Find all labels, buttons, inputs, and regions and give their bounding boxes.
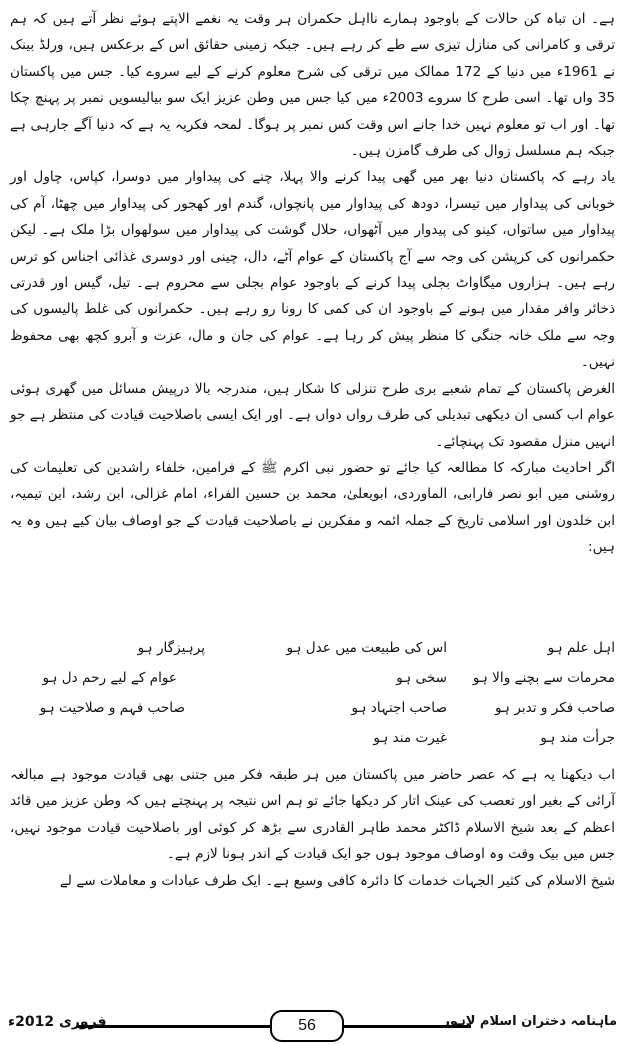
trait-item: سخی ہو [396, 670, 447, 686]
trait-item: محرمات سے بچنے والا ہو [472, 670, 615, 686]
magazine-name: ماہنامہ دختران اسلام لاہور [442, 1014, 617, 1029]
paragraph-2: یاد رہے کہ پاکستان دنیا بھر میں گھی پیدا کرنے والا پہلا، چنے کی پیداوار میں دوسرا، کپاس، چاول اور خوبانی کی پیداوار میں تیسرا، دودھ کی پیداوار میں پانچواں، گندم اور کھجور کی پیداوار میں چھٹا، آم کی پیداوار میں ساتواں، کینو کی پیدوار میں آٹھواں، حلال گوشت کی پیداوار میں سولھواں بڑا ملک ہے۔ لیکن حکمرانوں کی کرپشن کی وجہ سے آج پاکستان کے عوام آٹے، دال، چینی اور دوسری غذائی اجناس کو ترس رہے ہیں۔ ہزاروں میگاواٹ بجلی پیدا کرنے کے باوجود عوام بجلی سے محروم ہے۔ تیل، گیس اور قدرتی ذخائر وافر مقدار میں ہونے کے باوجود ان کی کمی کا رونا رو رہے ہیں۔ حکمرانوں کی غلط پالیسوں کی وجہ سے ملک خانہ جنگی کا منظر پیش کر رہا ہے۔ عوام کی جان و مال، عزت و آبرو کچھ بھی محفوظ نہیں۔ [10, 169, 615, 371]
traits-row-1 [10, 640, 615, 670]
issue-date: فروری 2012ء [8, 1014, 107, 1030]
paragraph-5: اب دیکھنا یہ ہے کہ عصر حاضر میں پاکستان میں ہر طبقہ فکر میں جتنی بھی قیادت موجود ہے مبالغہ آرائی کے بغیر اور تعصب کی عینک اتار کر دیکھا جائے تو ہم اس نتیجہ پر پہنچتے ہیں کہ وطن عزیز میں قائد اعظم کے بعد شیخ الاسلام ڈاکٹر محمد طاہر القادری سے بڑھ کر کوئی اور باصلاحیت قیادت موجود نہیں، جس میں بیک وقت وہ اوصاف موجود ہوں جو ایک قیادت کے اندر ہونا لازم ہے۔ [10, 767, 615, 863]
trait-item: اس کی طبیعت میں عدل ہو [286, 640, 447, 656]
article-text-upper [10, 6, 615, 561]
trait-item: صاحب فکر و تدبر ہو [495, 700, 615, 716]
paragraph-3: الغرض پاکستان کے تمام شعبے بری طرح تنزلی کا شکار ہیں، مندرجہ بالا درپیش مسائل میں گھری ہوئی عوام اب کسی ان دیکھی تبدیلی کی طرف رواں دواں ہے۔ اور ایک ایسی باصلاحیت قیادت کی منتظر ہے جو انہیں منزل مقصود تک پہنچائے۔ [10, 380, 615, 450]
article-text-lower [10, 762, 615, 894]
paragraph-1: ہے۔ ان تباہ کن حالات کے باوجود ہمارے نااہل حکمران ہر وقت یہ نغمے الاپتے ہوئے نظر آتے ہیں کہ ہم ترقی و کامرانی کی منازل تیزی سے طے کر رہے ہیں۔ جبکہ زمینی حقائق اس کے برعکس ہیں، ورلڈ بینک نے 1961ء میں دنیا کے 172 ممالک میں ترقی کی شرح معلوم کرنے کے لیے سروے کیا۔ جس میں پاکستان 35 واں تھا۔ اسی طرح کا سروے 2003ء میں کیا جس میں وطن عزیز ایک سو بیالیسویں نمبر پر پہنچ چکا تھا۔ اور اب تو معلوم نہیں خدا جانے اس وقت کس نمبر پر ہوگا۔ لمحہ فکریہ یہ ہے کہ دنیا آگے جارہی ہے جبکہ ہم مسلسل زوال کی طرف گامزن ہیں۔ [10, 11, 615, 160]
trait-item: عوام کے لیے رحم دل ہو [42, 670, 177, 686]
paragraph-4: اگر احادیث مبارکہ کا مطالعہ کیا جائے تو حضور نبی اکرم ﷺ کے فرامین، خلفاء راشدین کی تعلیمات کی روشنی میں ابو نصر فارابی، الماوردی، ابویعلیٰ، محمد بن حسین الفراء، امام غزالی، ابن رشد، ابن تیمیہ، ابن خلدون اور اسلامی تاریخ کے جملہ ائمہ و مفکرین نے باصلاحیت قیادت کے جو اوصاف بیان کیے ہیں وہ یہ ہیں: [10, 459, 615, 556]
traits-row-2 [10, 670, 615, 700]
paragraph-6: شیخ الاسلام کی کثیر الجہات خدمات کا دائرہ کافی وسیع ہے۔ ایک طرف عبادات و معاملات سے لے [59, 872, 615, 889]
page-footer [8, 1004, 617, 1044]
trait-item: صاحب اجتہاد ہو [351, 700, 447, 716]
traits-row-3 [10, 700, 615, 730]
trait-item: جرأت مند ہو [540, 730, 615, 746]
trait-item: اہل علم ہو [547, 640, 615, 656]
traits-row-4 [10, 730, 615, 760]
leadership-traits-list [10, 640, 615, 760]
trait-item: پرہیزگار ہو [137, 640, 205, 656]
trait-item: صاحب فہم و صلاحیت ہو [39, 700, 185, 716]
page-number: 56 [270, 1010, 344, 1042]
trait-item: غیرت مند ہو [373, 730, 447, 746]
